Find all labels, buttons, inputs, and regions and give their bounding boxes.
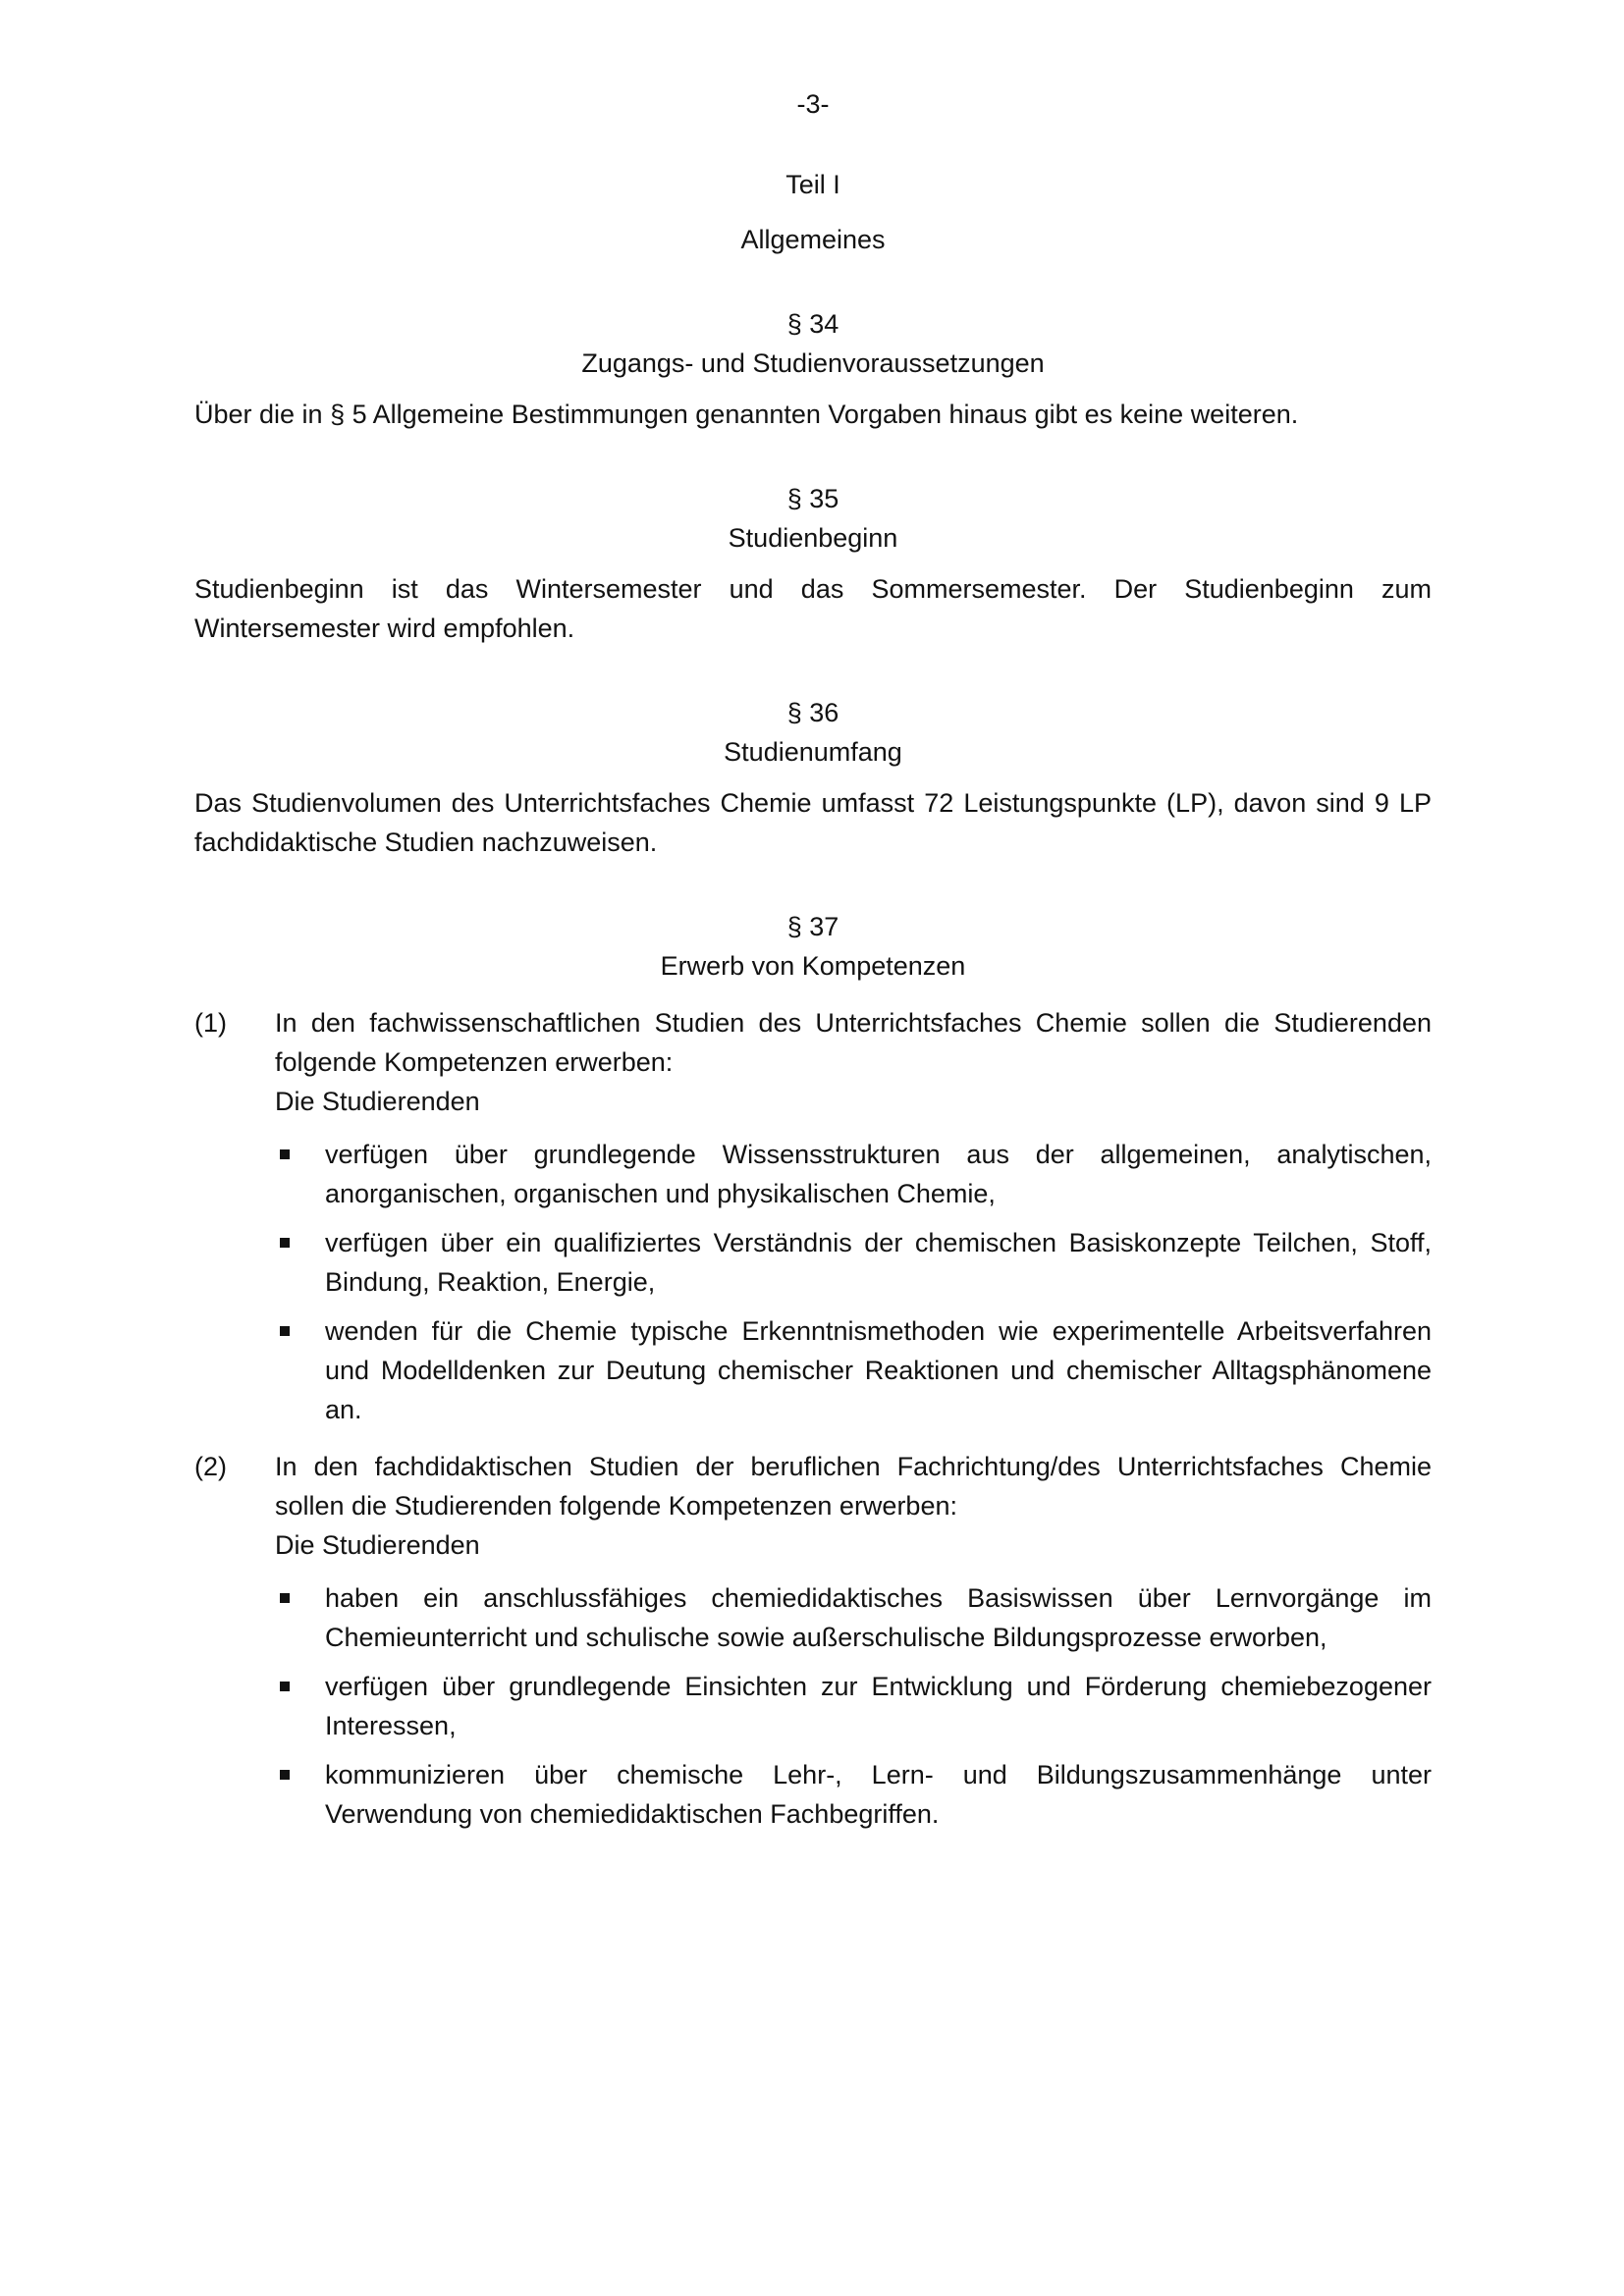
section-paragraph-number: § 35 — [786, 484, 839, 513]
section-36 — [194, 693, 1432, 862]
section-title: Studienbeginn — [728, 523, 898, 553]
list-item — [280, 1755, 1432, 1834]
numbered-item-1 — [194, 1003, 1432, 1429]
section-body: Über die in § 5 Allgemeine Bestimmungen genannten Vorgaben hinaus gibt es keine weiteren. — [194, 400, 1299, 429]
bullet-icon — [280, 1311, 325, 1429]
list-item — [280, 1223, 1432, 1302]
bullet-text: kommunizieren über chemische Lehr-, Lern- und Bildungszusammenhänge unter Verwendung von chemiedidaktischen Fachbegriffen. — [325, 1760, 1432, 1829]
section-paragraph-number: § 37 — [786, 912, 839, 941]
bullet-icon — [280, 1578, 325, 1657]
bullet-icon — [280, 1223, 325, 1302]
numbered-item-2 — [194, 1447, 1432, 1834]
section-header — [194, 693, 1432, 772]
item-number: (2) — [194, 1452, 227, 1481]
bullet-text: wenden für die Chemie typische Erkenntnismethoden wie experimentelle Arbeitsverfahren und Modelldenken zur Deutung chemischer Reaktionen und chemischer Alltagsphänomene an. — [325, 1316, 1432, 1424]
section-paragraph-number: § 34 — [786, 309, 839, 339]
list-item — [280, 1135, 1432, 1213]
section-header — [194, 907, 1432, 986]
bullet-icon — [280, 1135, 325, 1213]
item-intro-line2: Die Studierenden — [275, 1530, 480, 1560]
section-header — [194, 479, 1432, 558]
bullet-icon — [280, 1755, 325, 1834]
part-title: Teil I — [785, 170, 840, 199]
bullet-text: verfügen über grundlegende Einsichten zur Entwicklung und Förderung chemiebezogener Interessen, — [325, 1672, 1432, 1740]
section-title: Studienumfang — [724, 737, 902, 767]
item-content — [275, 1447, 1432, 1834]
section-35 — [194, 479, 1432, 648]
bullet-text: haben ein anschlussfähiges chemiedidaktisches Basiswissen über Lernvorgänge im Chemieunterricht und schulische sowie außerschulische Bildungsprozesse erworben, — [325, 1583, 1432, 1652]
section-37 — [194, 907, 1432, 1834]
list-item — [280, 1578, 1432, 1657]
bullet-text: verfügen über ein qualifiziertes Verständnis der chemischen Basiskonzepte Teilchen, Stoff, Bindung, Reaktion, Energie, — [325, 1228, 1432, 1297]
item-content — [275, 1003, 1432, 1429]
section-paragraph-number: § 36 — [786, 698, 839, 727]
list-item — [280, 1311, 1432, 1429]
section-body: Studienbeginn ist das Wintersemester und das Sommersemester. Der Studienbeginn zum Wintersemester wird empfohlen. — [194, 574, 1432, 643]
bullet-icon — [280, 1667, 325, 1745]
item-intro-line2: Die Studierenden — [275, 1087, 480, 1116]
item-number: (1) — [194, 1008, 227, 1038]
page-number: -3- — [796, 89, 830, 119]
bullet-text: verfügen über grundlegende Wissensstrukturen aus der allgemeinen, analytischen, anorganischen, organischen und physikalischen Chemie, — [325, 1140, 1432, 1208]
section-header — [194, 304, 1432, 383]
section-title: Erwerb von Kompetenzen — [660, 951, 966, 981]
bullet-list — [280, 1135, 1432, 1429]
item-intro: In den fachdidaktischen Studien der beruflichen Fachrichtung/des Unterrichtsfaches Chemie sollen die Studierenden folgende Kompetenzen erwerben: — [275, 1452, 1432, 1521]
section-body: Das Studienvolumen des Unterrichtsfaches Chemie umfasst 72 Leistungspunkte (LP), davon sind 9 LP fachdidaktische Studien nachzuweisen. — [194, 788, 1432, 857]
item-intro: In den fachwissenschaftlichen Studien des Unterrichtsfaches Chemie sollen die Studierenden folgende Kompetenzen erwerben: — [275, 1008, 1432, 1077]
section-title: Zugangs- und Studienvoraussetzungen — [581, 348, 1045, 378]
list-item — [280, 1667, 1432, 1745]
section-34 — [194, 304, 1432, 434]
bullet-list — [280, 1578, 1432, 1834]
part-subtitle: Allgemeines — [740, 225, 886, 254]
